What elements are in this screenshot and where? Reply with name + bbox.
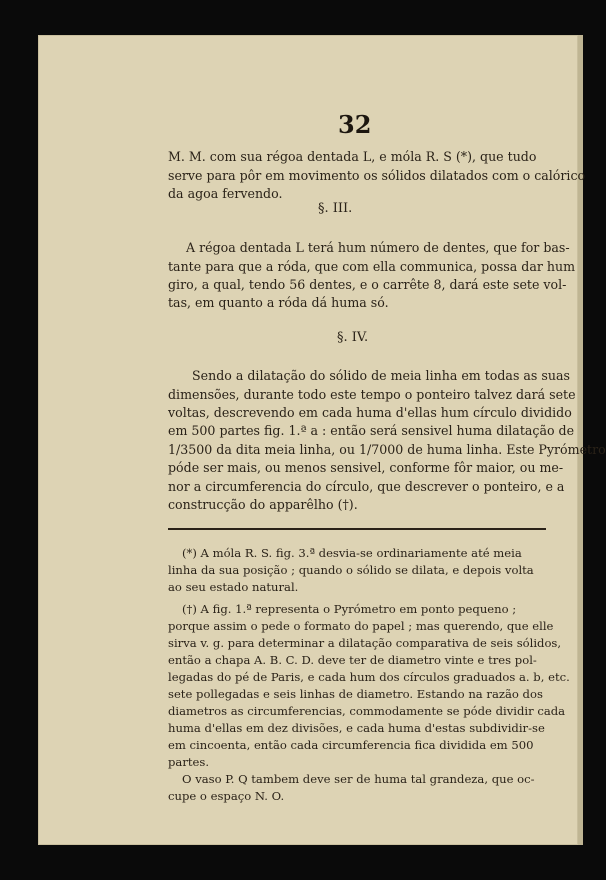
footnote-2-line: cupe o espaço N. O. xyxy=(168,789,285,803)
paragraph-2-line: giro, a qual, tendo 56 dentes, e o carrête 8, dará este sete vol- xyxy=(168,277,567,292)
footnote-2-line: diametros as circumferencias, commodamente se póde dividir cada xyxy=(168,704,566,718)
footnote-2-line: partes. xyxy=(168,755,210,769)
footnote-1-line: linha da sua posição ; quando o sólido se dilata, e depois volta xyxy=(168,563,534,577)
section-3-heading: §. III. xyxy=(318,201,353,216)
footnote-2-line: porque assim o pede o formato do papel ; mas querendo, que elle xyxy=(168,619,554,633)
paragraph-2-line: A régoa dentada L terá hum número de dentes, que for bas- xyxy=(186,240,570,255)
section-4-heading: §. IV. xyxy=(337,330,369,345)
paragraph-3-line: em 500 partes fig. 1.ª a : então será sensivel huma dilatação de xyxy=(168,423,575,438)
paragraph-3-line: voltas, descrevendo em cada huma d'ellas hum círculo dividido xyxy=(168,405,572,420)
page-edge xyxy=(578,35,583,845)
paragraph-3-line: 1/3500 da dita meia linha, ou 1/7000 de huma linha. Este Pyrómetro xyxy=(168,442,606,457)
footnote-2-line: sete pollegadas e seis linhas de diametro. Estando na razão dos xyxy=(168,687,543,701)
paragraph-1-line: da agoa fervendo. xyxy=(168,186,283,201)
footnote-2-line: legadas do pé de Paris, e cada hum dos círculos graduados a. b, etc. xyxy=(168,670,570,684)
paragraph-2-line: tante para que a róda, que com ella communica, possa dar hum xyxy=(168,259,576,274)
paragraph-3-line: construcção do apparêlho (†). xyxy=(168,497,358,512)
paragraph-3-line: nor a circumferencia do círculo, que descrever o ponteiro, e a xyxy=(168,479,565,494)
footnote-separator xyxy=(168,528,546,530)
footnote-2-line: então a chapa A. B. C. D. deve ter de diametro vinte e tres pol- xyxy=(168,653,537,667)
footnote-1-line: ao seu estado natural. xyxy=(168,580,299,594)
footnote-2-line: em cincoenta, então cada circumferencia fica dividida em 500 xyxy=(168,738,534,752)
page-number: 32 xyxy=(338,110,372,139)
paragraph-2-line: tas, em quanto a róda dá huma só. xyxy=(168,295,389,310)
footnote-1-line: (*) A móla R. S. fig. 3.ª desvia-se ordinariamente até meia xyxy=(182,546,522,560)
footnote-2-line: (†) A fig. 1.ª representa o Pyrómetro em ponto pequeno ; xyxy=(182,602,517,616)
paragraph-3-line: Sendo a dilatação do sólido de meia linha em todas as suas xyxy=(192,368,570,383)
paragraph-1-line: M. M. com sua régoa dentada L, e móla R. S (*), que tudo xyxy=(168,149,537,164)
footnote-2-line: huma d'ellas em dez divisões, e cada huma d'estas subdividir-se xyxy=(168,721,545,735)
footnote-2-line: sirva v. g. para determinar a dilatação comparativa de seis sólidos, xyxy=(168,636,562,650)
footnote-2-line: O vaso P. Q tambem deve ser de huma tal grandeza, que oc- xyxy=(182,772,535,786)
paragraph-3-line: póde ser mais, ou menos sensivel, conforme fôr maior, ou me- xyxy=(168,460,564,475)
paragraph-3-line: dimensões, durante todo este tempo o ponteiro talvez dará sete xyxy=(168,387,576,402)
paragraph-1-line: serve para pôr em movimento os sólidos dilatados com o calórico xyxy=(168,168,586,183)
